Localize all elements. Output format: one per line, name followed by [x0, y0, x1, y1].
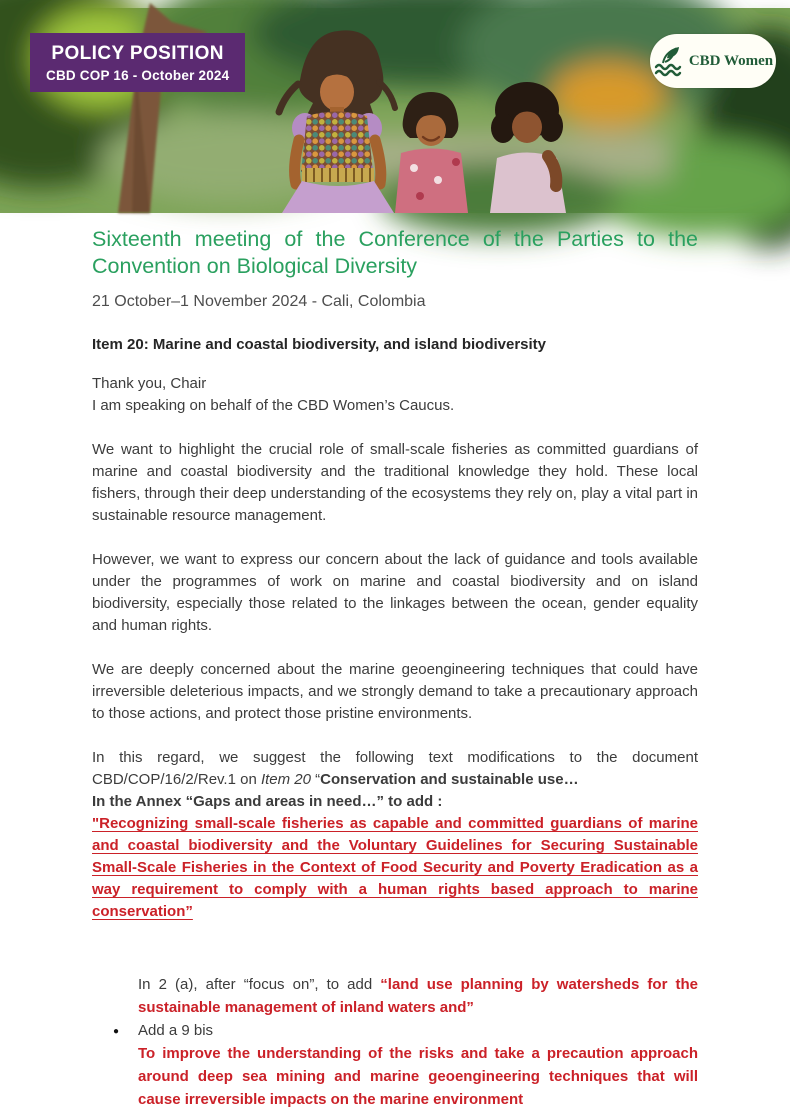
- greeting-paragraph: [92, 373, 698, 417]
- suggestion-item-reference: Item 20: [260, 771, 311, 788]
- paragraph-small-scale-fisheries: We want to highlight the crucial role of small-scale fisheries as committed guardians of marine and coastal biodiversity and the traditional knowledge they hold. These local fishers, through their deep understanding of the ecosystems they rely on, play a vital part in sustainable resource management.: [92, 441, 698, 524]
- amendment-9bis-label: Add a 9 bis: [138, 1022, 214, 1039]
- amendment-2a-prefix: In 2 (a), after “focus on”, to add: [138, 976, 381, 993]
- policy-position-badge: [30, 33, 245, 92]
- text-modification-suggestion: [92, 747, 698, 923]
- amendment-item-9bis: [113, 1019, 698, 1042]
- annex-instruction-line: In the Annex “Gaps and areas in need…” to add :: [92, 793, 443, 810]
- document-content: [92, 226, 698, 1111]
- greeting-line-1: Thank you, Chair: [92, 375, 207, 392]
- paragraph-geoengineering-concern: We are deeply concerned about the marine geoengineering techniques that could have irreversible deleterious impacts, and we strongly demand to take a precautionary approach to those actions, and protect those pristine environments.: [92, 661, 698, 722]
- suggestion-intro-text: In this regard, we suggest the following text modifications to the document CBD/COP/16/2/Rev.1 on: [92, 749, 698, 788]
- suggestion-quote-open: “: [311, 771, 321, 788]
- event-date-location: 21 October–1 November 2024 - Cali, Colombia: [92, 293, 426, 310]
- header-photo: [0, 8, 790, 213]
- amendment-9bis-text: To improve the understanding of the risks and take a precaution approach around deep sea mining and marine geoengineering techniques that will cause irreversible impacts on the marine environment: [138, 1045, 698, 1108]
- paragraph-lack-of-guidance: However, we want to express our concern about the lack of guidance and tools available under the programmes of work on marine and coastal biodiversity and on island biodiversity, especially those related to the linkages between the ocean, gender equality and human rights.: [92, 551, 698, 634]
- cbd-women-logo: [650, 34, 776, 88]
- suggestion-document-title: Conservation and sustainable use…: [320, 771, 579, 788]
- leaf-over-waves-icon: [653, 45, 683, 77]
- greeting-line-2: I am speaking on behalf of the CBD Women’s Caucus.: [92, 397, 455, 414]
- amendment-item-2a: [138, 973, 698, 1019]
- logo-text: CBD Women: [688, 52, 774, 69]
- agenda-item-heading: Item 20: Marine and coastal biodiversity, and island biodiversity: [92, 336, 547, 353]
- badge-subtitle: CBD COP 16 - October 2024: [46, 68, 230, 83]
- page-title: Sixteenth meeting of the Conference of the Parties to the Convention on Biological Diversity: [92, 227, 698, 278]
- amendment-2a-addition: “land use planning by watersheds for the sustainable management of inland waters and”: [138, 976, 698, 1016]
- badge-title: POLICY POSITION: [51, 43, 224, 64]
- bullet-icon: ●: [113, 1026, 120, 1037]
- proposed-insertion-text: "Recognizing small-scale fisheries as capable and committed guardians of marine and coastal biodiversity and the Voluntary Guidelines for Securing Sustainable Small-Scale Fisheries in the Context of Food Security and Poverty Eradication as a way requirement to comply with a human rights based approach to marine conservation”: [92, 815, 698, 920]
- amendment-list: [92, 973, 698, 1111]
